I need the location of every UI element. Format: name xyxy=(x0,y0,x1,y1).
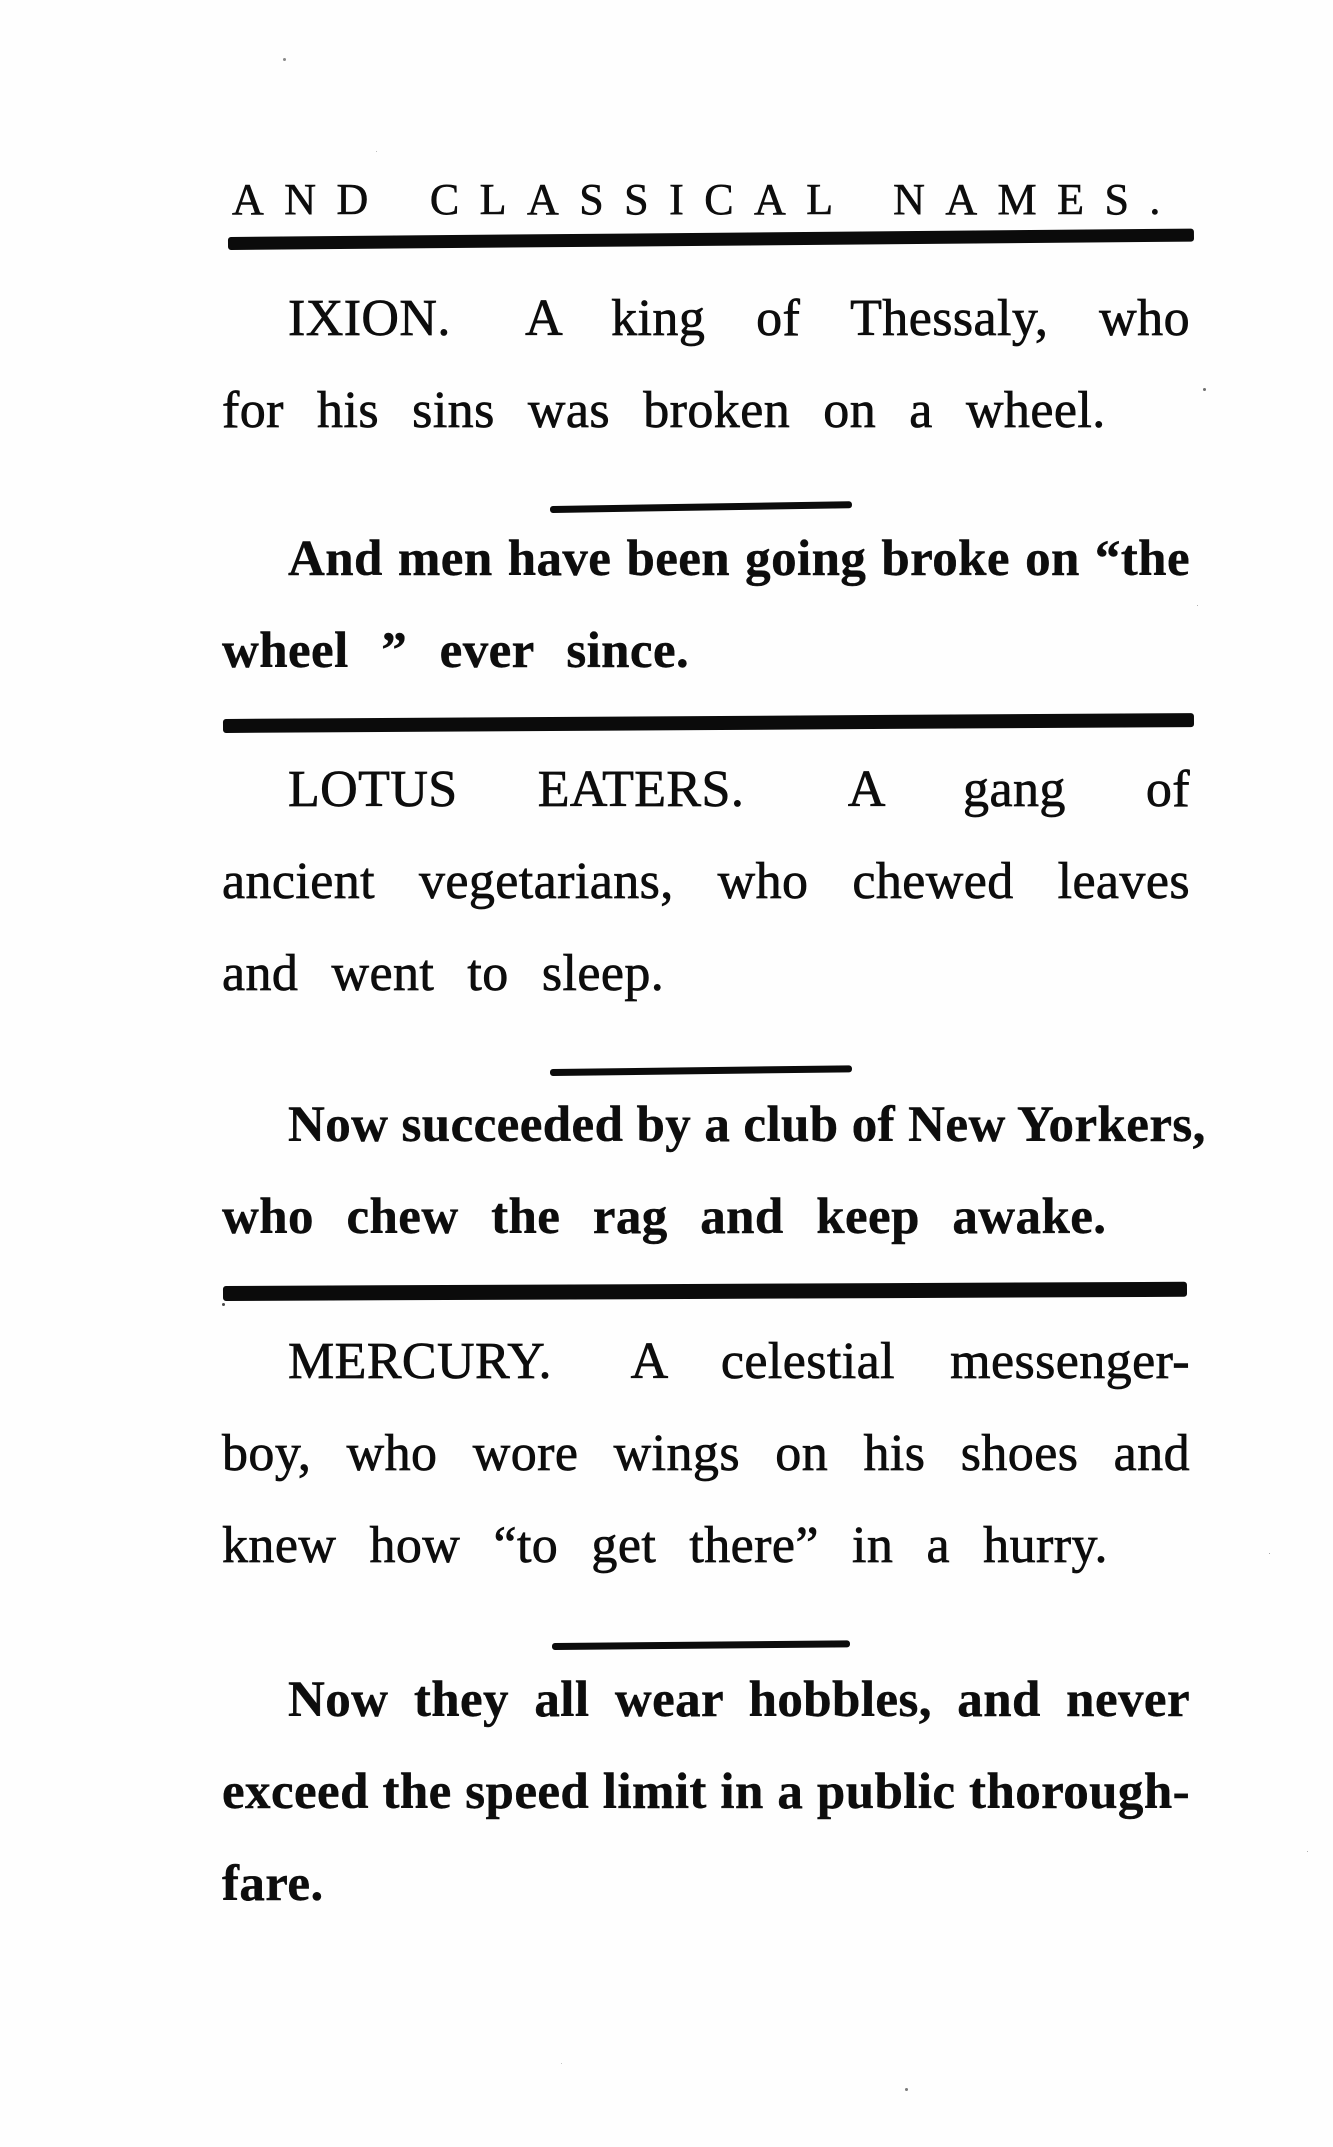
text-line: and went to sleep. xyxy=(222,945,665,1002)
text-line: for his sins was broken on a wheel. xyxy=(222,382,1106,439)
short-separator-rule xyxy=(550,1065,852,1076)
text-line: fare. xyxy=(222,1856,324,1912)
text-line: And men have been going broke on “the xyxy=(288,531,1190,587)
text-line: IXION. A king of Thessaly, who xyxy=(288,290,1190,347)
text-line: exceed the speed limit in a public thorough- xyxy=(222,1764,1190,1820)
thick-separator-rule xyxy=(223,713,1194,733)
text-line: wheel ” ever since. xyxy=(222,623,690,679)
header-rule xyxy=(228,229,1194,250)
text-line: MERCURY. A celestial messenger- xyxy=(288,1333,1190,1390)
text-line: who chew the rag and keep awake. xyxy=(222,1189,1107,1245)
page-header: AND CLASSICAL NAMES. xyxy=(232,175,1181,224)
short-separator-rule xyxy=(552,1640,850,1650)
text-line: boy, who wore wings on his shoes and xyxy=(222,1425,1190,1482)
text-line: Now succeeded by a club of New Yorkers, xyxy=(288,1097,1206,1153)
short-separator-rule xyxy=(550,501,852,513)
text-line: ancient vegetarians, who chewed leaves xyxy=(222,853,1190,910)
text-line: Now they all wear hobbles, and never xyxy=(288,1672,1190,1728)
scan-specks xyxy=(0,0,3,3)
text-line: LOTUS EATERS. A gang of xyxy=(288,761,1190,818)
text-line: knew how “to get there” in a hurry. xyxy=(222,1517,1108,1574)
thick-separator-rule xyxy=(223,1282,1187,1301)
